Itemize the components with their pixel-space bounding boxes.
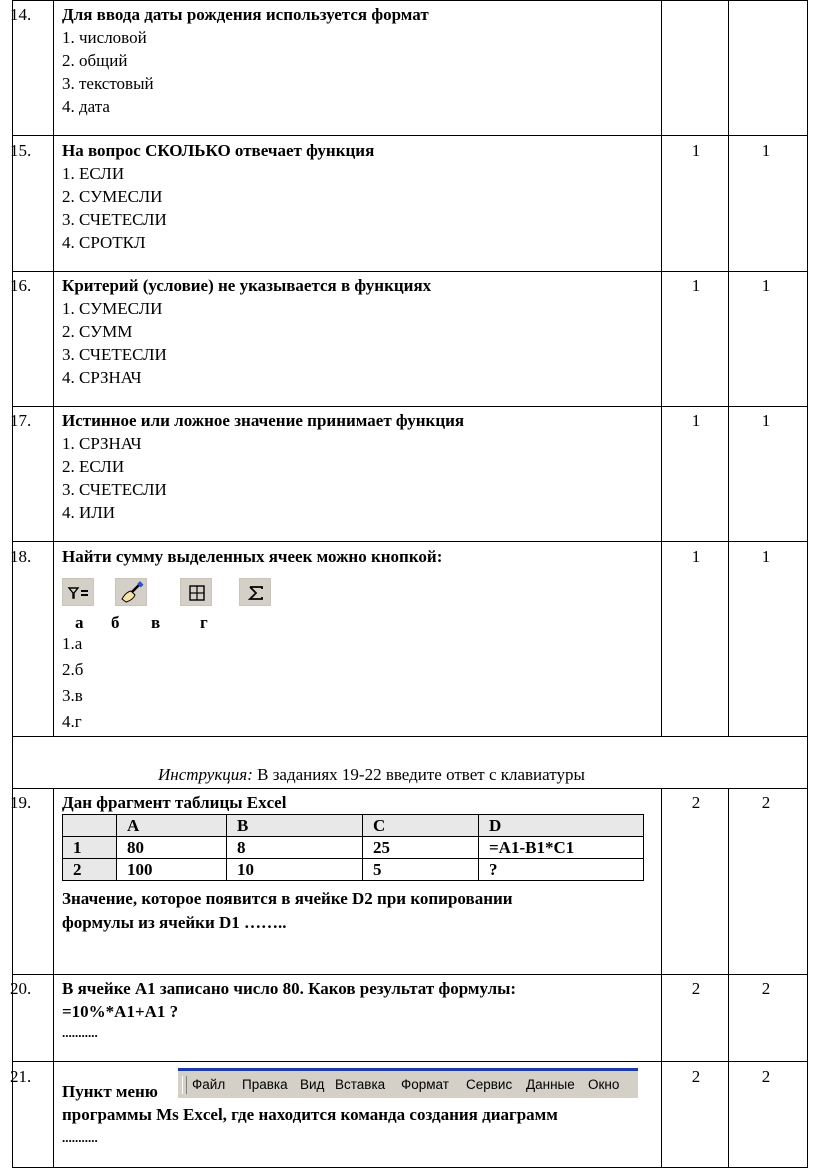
row-divider bbox=[12, 788, 807, 789]
question-text: Значение, которое появится в ячейке D2 при копировании bbox=[62, 889, 513, 908]
row-divider bbox=[12, 271, 807, 272]
option: 4. СРОТКЛ bbox=[62, 233, 146, 252]
table-border-top bbox=[12, 0, 807, 1]
row-divider bbox=[12, 1061, 807, 1062]
option: 1. числовой bbox=[62, 28, 147, 47]
col-divider-score bbox=[661, 0, 662, 737]
score-cell: 1 bbox=[691, 276, 701, 295]
score-cell: 2 bbox=[761, 793, 771, 812]
table-cell: 1 bbox=[63, 837, 117, 859]
row-divider bbox=[12, 541, 807, 542]
row-divider bbox=[12, 406, 807, 407]
row-divider bbox=[12, 135, 807, 136]
option: 3. СЧЕТЕСЛИ bbox=[62, 480, 167, 499]
question-number: 20. bbox=[10, 979, 32, 998]
table-cell: B bbox=[227, 815, 363, 837]
option: 3. СЧЕТЕСЛИ bbox=[62, 345, 167, 364]
borders-icon[interactable] bbox=[180, 578, 212, 606]
option: 3. СЧЕТЕСЛИ bbox=[62, 210, 167, 229]
menu-item-data[interactable]: Данные bbox=[526, 1077, 575, 1092]
table-cell: A bbox=[117, 815, 227, 837]
score-cell: 2 bbox=[761, 1067, 771, 1086]
format-painter-icon[interactable] bbox=[115, 578, 147, 606]
question-number: 21. bbox=[10, 1067, 32, 1086]
table-cell: 2 bbox=[63, 859, 117, 881]
table-cell: 10 bbox=[227, 859, 363, 881]
option: 4. ИЛИ bbox=[62, 503, 116, 522]
excel-menu-bar bbox=[178, 1068, 638, 1098]
option: 1.а bbox=[62, 634, 83, 653]
table-cell: 5 bbox=[363, 859, 479, 881]
menu-item-insert[interactable]: Вставка bbox=[335, 1077, 386, 1092]
button-label: а bbox=[75, 613, 84, 632]
table-border-bottom bbox=[12, 1167, 807, 1168]
autofilter-button-icon[interactable] bbox=[62, 578, 94, 606]
score-cell: 1 bbox=[691, 141, 701, 160]
score-cell: 1 bbox=[691, 411, 701, 430]
question-text: Пункт меню bbox=[62, 1082, 158, 1101]
col-divider-score bbox=[661, 788, 662, 1168]
table-row bbox=[63, 837, 644, 859]
score-cell: 1 bbox=[761, 276, 771, 295]
menu-item-window[interactable]: Окно bbox=[588, 1077, 620, 1092]
table-cell: ? bbox=[479, 859, 644, 881]
question-text: Найти сумму выделенных ячеек можно кнопкой: bbox=[62, 547, 443, 566]
question-text: На вопрос СКОЛЬКО отвечает функция bbox=[62, 141, 375, 160]
menu-grip bbox=[182, 1076, 187, 1094]
table-cell: 25 bbox=[363, 837, 479, 859]
menu-item-format[interactable]: Формат bbox=[401, 1077, 449, 1092]
option: 3. текстовый bbox=[62, 74, 154, 93]
option: 2. СУМЕСЛИ bbox=[62, 187, 163, 206]
button-label: г bbox=[200, 613, 208, 632]
menu-item-edit[interactable]: Правка bbox=[242, 1077, 288, 1092]
table-cell: 80 bbox=[117, 837, 227, 859]
row-divider bbox=[12, 974, 807, 975]
table-cell bbox=[63, 815, 117, 837]
option: 2. общий bbox=[62, 51, 128, 70]
option: 1. СУМЕСЛИ bbox=[62, 299, 163, 318]
instruction bbox=[158, 763, 585, 786]
question-number: 14. bbox=[10, 5, 32, 24]
excel-fragment-table bbox=[62, 814, 644, 881]
col-divider-num bbox=[53, 788, 54, 1168]
autosum-sigma-icon[interactable] bbox=[239, 578, 271, 606]
option: 4.г bbox=[62, 712, 82, 731]
table-cell: 100 bbox=[117, 859, 227, 881]
option: 2.б bbox=[62, 660, 84, 679]
option: 2. СУММ bbox=[62, 322, 133, 341]
table-cell: C bbox=[363, 815, 479, 837]
menu-item-view[interactable]: Вид bbox=[300, 1077, 325, 1092]
col-border-right bbox=[807, 0, 808, 1168]
score-cell: 1 bbox=[691, 547, 701, 566]
score-cell: 2 bbox=[691, 1067, 701, 1086]
score-cell: 2 bbox=[761, 979, 771, 998]
col-divider-score2 bbox=[728, 0, 729, 737]
question-text: Истинное или ложное значение принимает функция bbox=[62, 411, 465, 430]
table-cell: 8 bbox=[227, 837, 363, 859]
question-number: 18. bbox=[10, 547, 32, 566]
button-label: в bbox=[151, 613, 161, 632]
score-cell: 2 bbox=[691, 793, 701, 812]
answer-blank: ........... bbox=[62, 1130, 98, 1145]
option: 3.в bbox=[62, 686, 83, 705]
question-number: 16. bbox=[10, 276, 32, 295]
option: 1. СРЗНАЧ bbox=[62, 434, 142, 453]
score-cell: 1 bbox=[761, 411, 771, 430]
question-number: 17. bbox=[10, 411, 32, 430]
table-header-row bbox=[63, 815, 644, 837]
answer-blank: ........... bbox=[62, 1025, 98, 1040]
question-number: 19. bbox=[10, 793, 32, 812]
table-cell: D bbox=[479, 815, 644, 837]
instruction-label: Инструкция: bbox=[158, 765, 253, 784]
col-divider-score2 bbox=[728, 788, 729, 1168]
button-label: б bbox=[111, 613, 120, 632]
instruction-text: В заданиях 19-22 введите ответ с клавиатуры bbox=[252, 765, 585, 784]
question-text: В ячейке А1 записано число 80. Каков результат формулы: bbox=[62, 979, 517, 998]
option: 4. дата bbox=[62, 97, 110, 116]
option: 2. ЕСЛИ bbox=[62, 457, 125, 476]
row-divider bbox=[12, 736, 807, 737]
score-cell: 1 bbox=[761, 547, 771, 566]
score-cell: 1 bbox=[761, 141, 771, 160]
question-text: Критерий (условие) не указывается в функциях bbox=[62, 276, 432, 295]
question-text: формулы из ячейки D1 …….. bbox=[62, 913, 287, 932]
question-text: Дан фрагмент таблицы Excel bbox=[62, 793, 287, 812]
score-cell: 2 bbox=[691, 979, 701, 998]
question-text: программы Ms Excel, где находится команда создания диаграмм bbox=[62, 1105, 558, 1124]
question-text: Для ввода даты рождения используется формат bbox=[62, 5, 429, 24]
question-number: 15. bbox=[10, 141, 32, 160]
table-row bbox=[63, 859, 644, 881]
menu-item-file[interactable]: Файл bbox=[192, 1077, 226, 1092]
menu-item-tools[interactable]: Сервис bbox=[466, 1077, 513, 1092]
option: 4. СРЗНАЧ bbox=[62, 368, 142, 387]
col-divider-num bbox=[53, 0, 54, 737]
table-cell: =A1-B1*C1 bbox=[479, 837, 644, 859]
question-text: =10%*A1+A1 ? bbox=[62, 1002, 179, 1021]
option: 1. ЕСЛИ bbox=[62, 164, 125, 183]
